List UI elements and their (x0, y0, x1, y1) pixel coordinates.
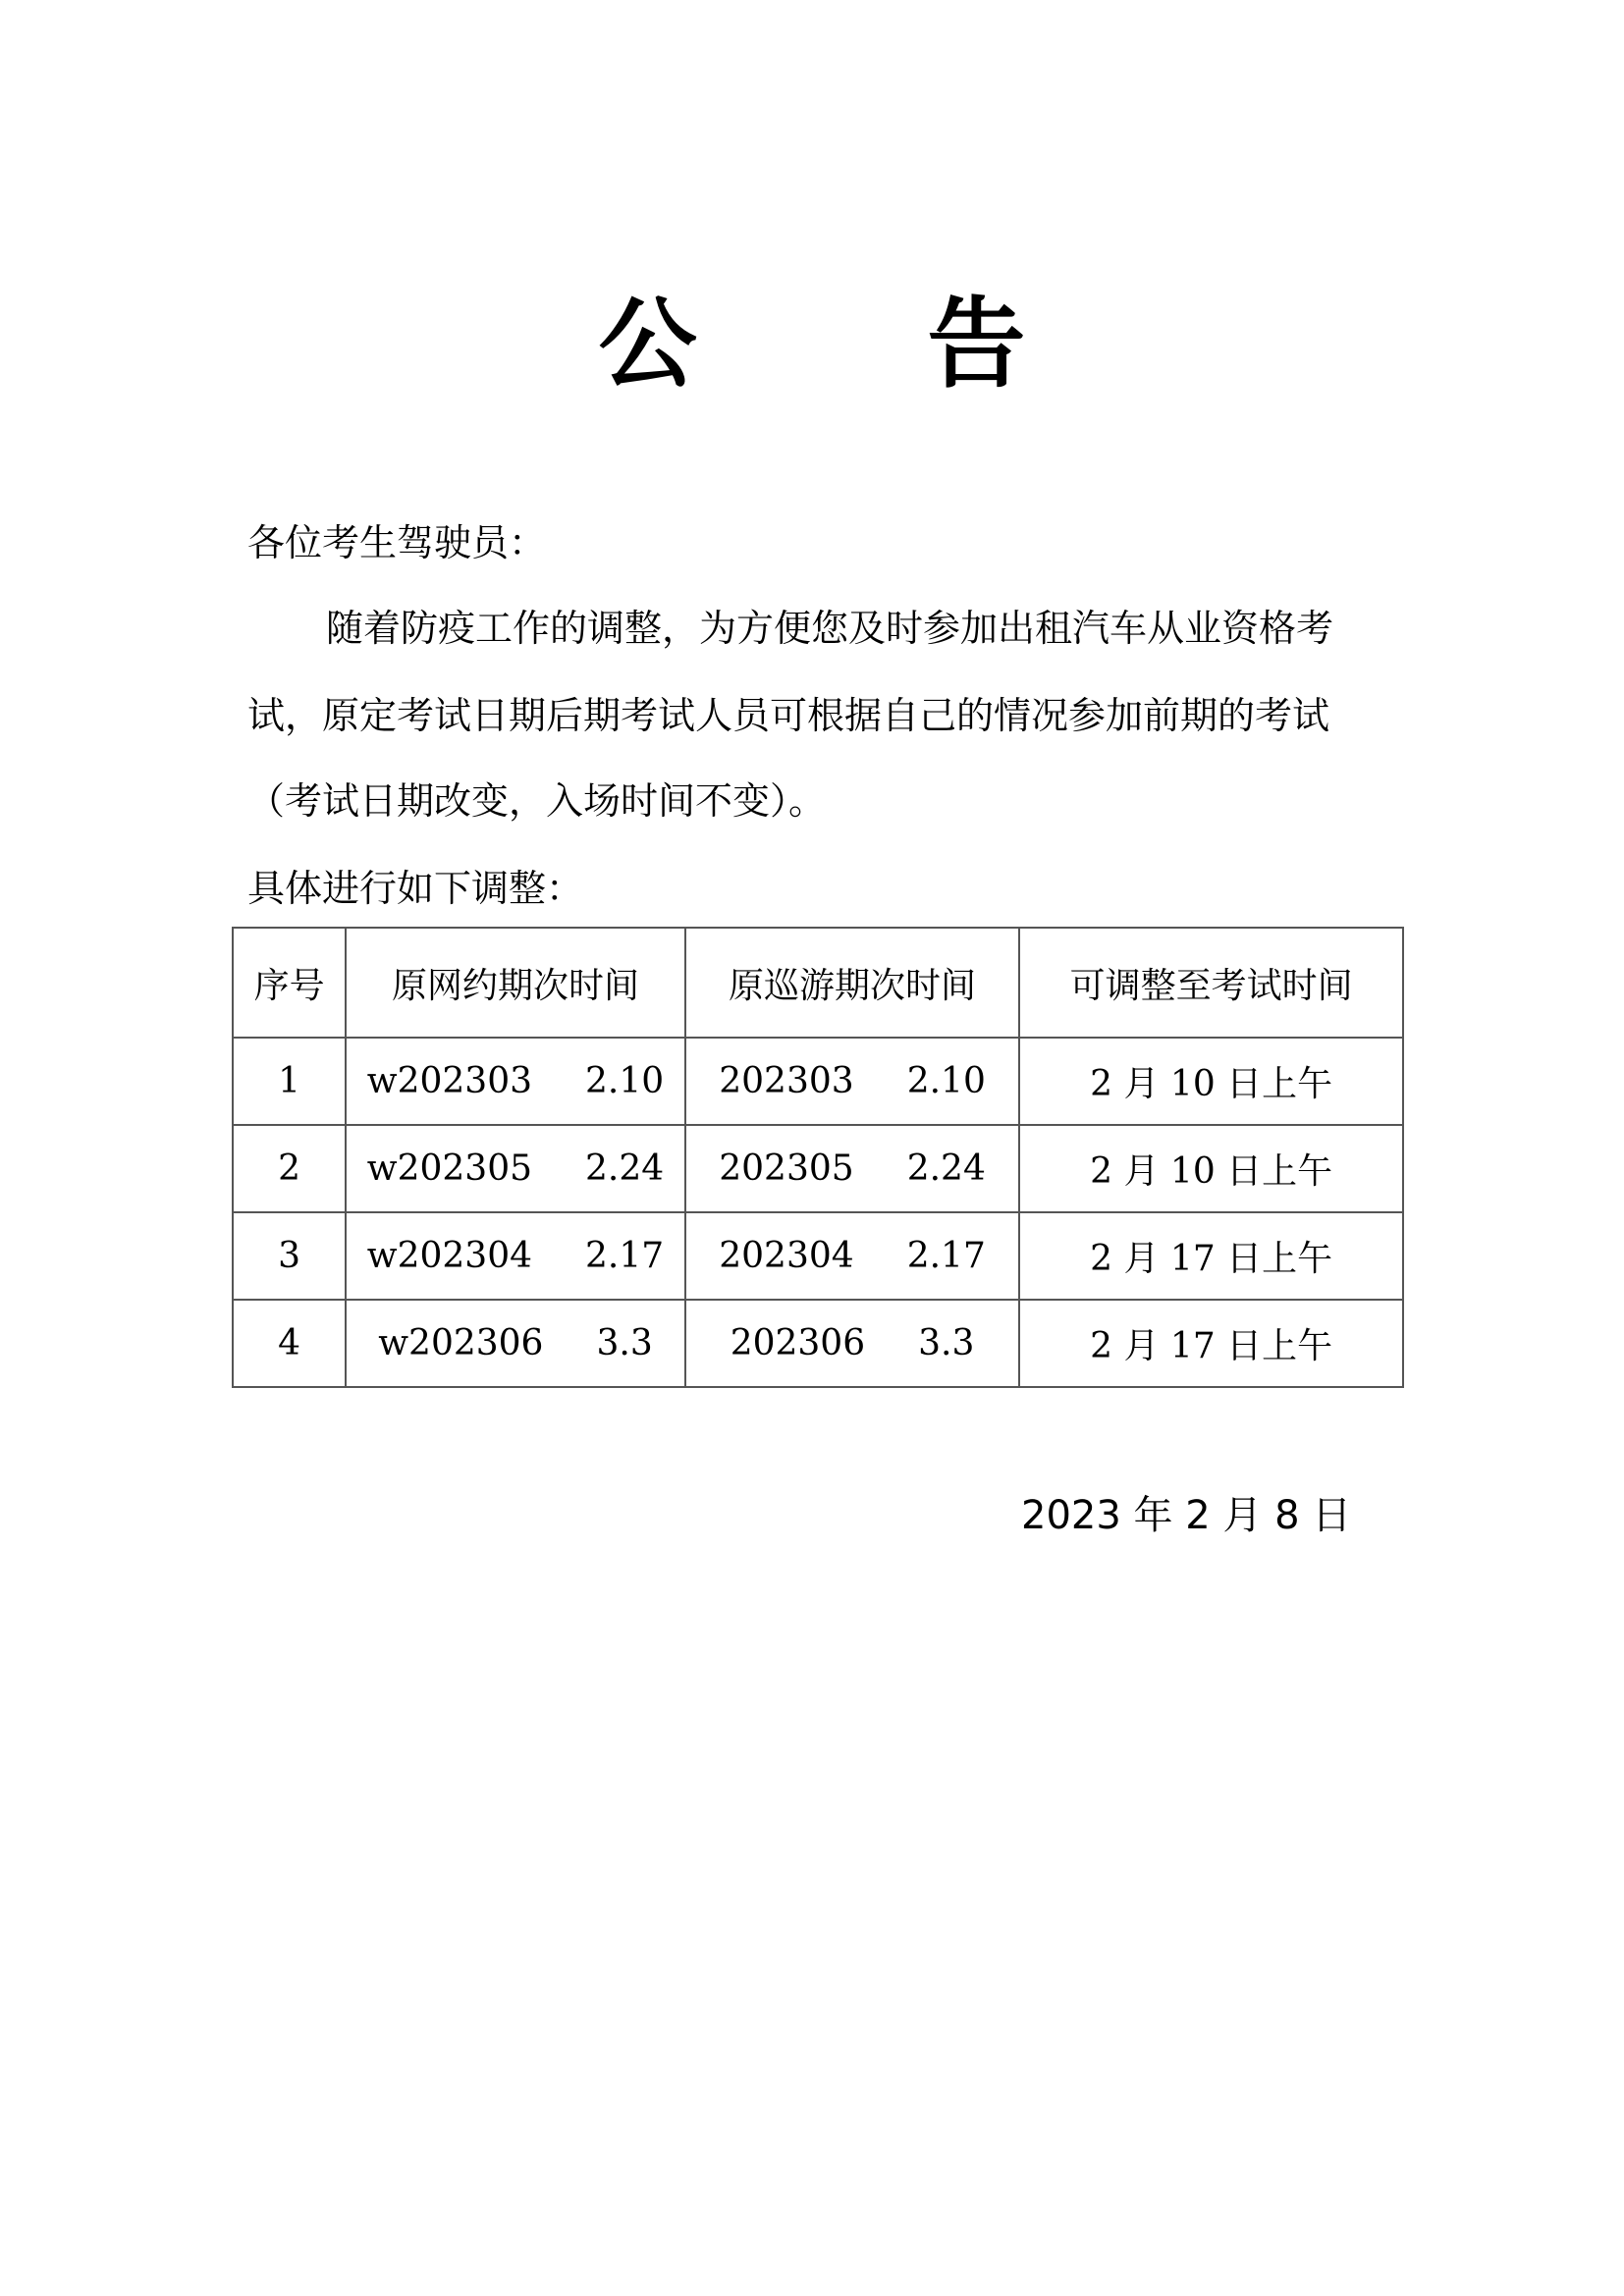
row-number: 3 (233, 1212, 346, 1300)
ride-hailing-session-cell (346, 1125, 685, 1212)
cruise-date: 2.10 (906, 1061, 986, 1101)
adjusted-exam-time: 2 月 10 日上午 (1019, 1125, 1403, 1212)
header-number: 序号 (233, 928, 346, 1038)
ride-hailing-session-cell (346, 1212, 685, 1300)
ride-hailing-date: 2.17 (585, 1236, 665, 1276)
ride-hailing-session-cell (346, 1300, 685, 1387)
cruise-date: 2.17 (906, 1236, 986, 1276)
header-adjusted-exam-time: 可调整至考试时间 (1019, 928, 1403, 1038)
row-number: 4 (233, 1300, 346, 1387)
body-line-3: （考试日期改变，入场时间不变）。 (247, 779, 827, 823)
cruise-code: 202305 (719, 1148, 854, 1189)
cruise-session-cell (685, 1212, 1020, 1300)
ride-hailing-date: 2.10 (585, 1061, 665, 1101)
cruise-date: 2.24 (906, 1148, 986, 1189)
salutation: 各位考生驾驶员： (247, 521, 547, 564)
ride-hailing-code: w202303 (366, 1061, 533, 1101)
adjusted-exam-time: 2 月 17 日上午 (1019, 1212, 1403, 1300)
adjusted-exam-time: 2 月 10 日上午 (1019, 1038, 1403, 1125)
row-number: 2 (233, 1125, 346, 1212)
ride-hailing-date: 2.24 (585, 1148, 665, 1189)
ride-hailing-date: 3.3 (596, 1323, 653, 1363)
adjustment-intro: 具体进行如下调整： (247, 867, 584, 910)
table-row (233, 1038, 1403, 1125)
cruise-code: 202304 (719, 1236, 854, 1276)
cruise-code: 202303 (719, 1061, 854, 1101)
signature-date: 2023 年 2 月 8 日 (1021, 1493, 1352, 1538)
adjusted-exam-time: 2 月 17 日上午 (1019, 1300, 1403, 1387)
table-row (233, 1212, 1403, 1300)
ride-hailing-code: w202306 (378, 1323, 544, 1363)
header-ride-hailing-session: 原网约期次时间 (346, 928, 685, 1038)
cruise-session-cell (685, 1038, 1020, 1125)
cruise-session-cell (685, 1125, 1020, 1212)
cruise-date: 3.3 (918, 1323, 975, 1363)
schedule-table (232, 927, 1404, 1388)
table-row (233, 1300, 1403, 1387)
body-line-2: 试，原定考试日期后期考试人员可根据自己的情况参加前期的考试 (247, 694, 1330, 737)
table-header-row (233, 928, 1403, 1038)
cruise-session-cell (685, 1300, 1020, 1387)
header-cruise-session: 原巡游期次时间 (685, 928, 1020, 1038)
cruise-code: 202306 (730, 1323, 866, 1363)
document-title: 公 告 (598, 287, 1124, 401)
ride-hailing-session-cell (346, 1038, 685, 1125)
table-row (233, 1125, 1403, 1212)
body-line-1: 随着防疫工作的调整，为方便您及时参加出租汽车从业资格考 (326, 607, 1334, 650)
ride-hailing-code: w202304 (366, 1236, 533, 1276)
ride-hailing-code: w202305 (366, 1148, 533, 1189)
row-number: 1 (233, 1038, 346, 1125)
